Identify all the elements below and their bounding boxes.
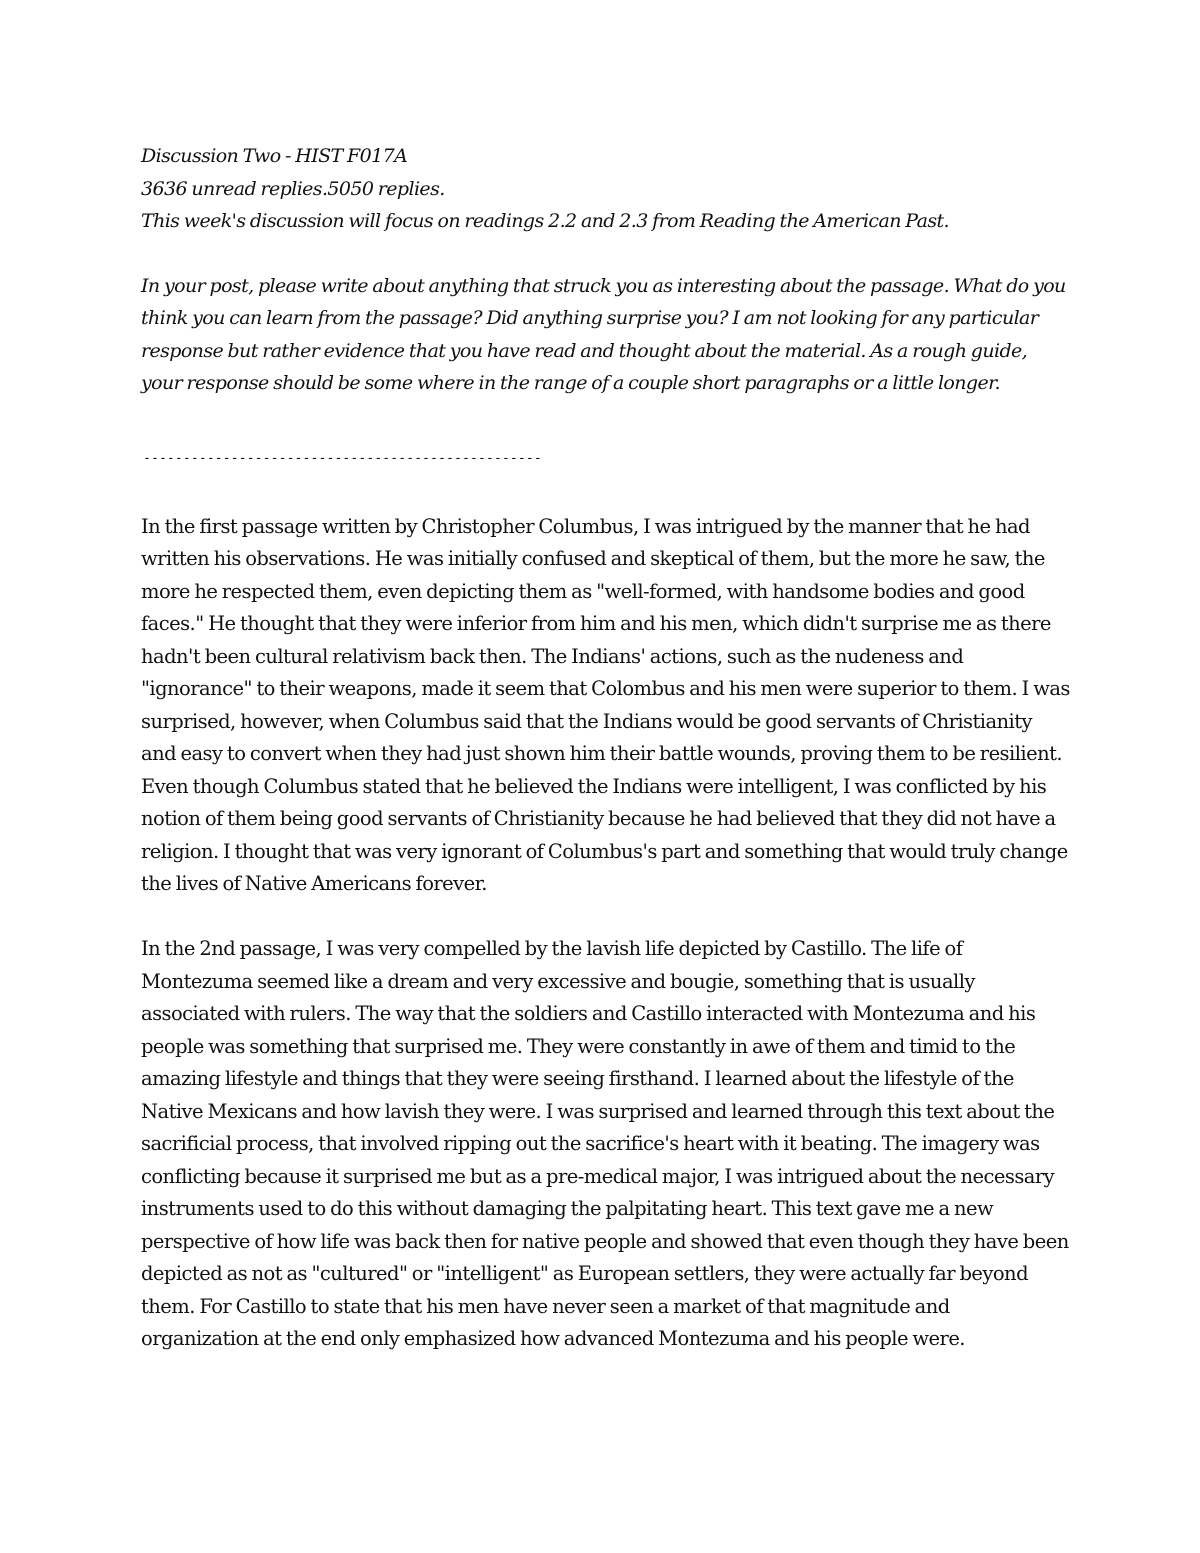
document-page: [141, 140, 1071, 1356]
discussion-header: [141, 140, 1071, 238]
reply-count: 3636 unread replies.5050 replies.: [141, 177, 445, 200]
divider: --------------------------------------------------: [143, 450, 542, 466]
discussion-title: Discussion Two - HIST F017A: [141, 145, 408, 167]
response-paragraph-castillo: In the 2nd passage, I was very compelled by the lavish life depicted by Castillo. The life of Montezuma seemed like a dream and very excessive and bougie, something that is usually associated with rulers. The way that the soldiers and Castillo interacted with Montezuma and his people was something that surprised me. They were constantly in awe of them and timid to the amazing lifestyle and things that they were seeing firsthand. I learned about the lifestyle of the Native Mexicans and how lavish they were. I was surprised and learned through this text about the sacrificial process, that involved ripping out the sacrifice's heart with it beating. The imagery was conflicting because it surprised me but as a pre-medical major, I was intrigued about the necessary instruments used to do this without damaging the palpitating heart. This text gave me a new perspective of how life was back then for native people and showed that even though they have been depicted as not as "cultured" or "intelligent" as European settlers, they were actually far beyond them. For Castillo to state that his men have never seen a market of that magnitude and organization at the end only emphasized how advanced Montezuma and his people were.: [141, 937, 1069, 1350]
response-paragraph-columbus: In the first passage written by Christopher Columbus, I was intrigued by the manner that he had written his observations. He was initially confused and skeptical of them, but the more he saw, the more he respected them, even depicting them as "well-formed, with handsome bodies and good faces." He thought that they were inferior from him and his men, which didn't surprise me as there hadn't been cultural relativism back then. The Indians' actions, such as the nudeness and "ignorance" to their weapons, made it seem that Colombus and his men were superior to them. I was surprised, however, when Columbus said that the Indians would be good servants of Christianity and easy to convert when they had just shown him their battle wounds, proving them to be resilient. Even though Columbus stated that he believed the Indians were intelligent, I was conflicted by his notion of them being good servants of Christianity because he had believed that they did not have a religion. I thought that was very ignorant of Columbus's part and something that would truly change the lives of Native Americans forever.: [141, 514, 1070, 895]
discussion-instructions: In your post, please write about anything that struck you as interesting about the passage. What do you think you can learn from the passage? Did anything surprise you? I am not looking for any particular response but rather evidence that you have read and thought about the material. As a rough guide, your response should be some where in the range of a couple short paragraphs or a little longer.: [141, 274, 1066, 394]
discussion-focus: This week's discussion will focus on readings 2.2 and 2.3 from Reading the American Past.: [141, 210, 949, 232]
